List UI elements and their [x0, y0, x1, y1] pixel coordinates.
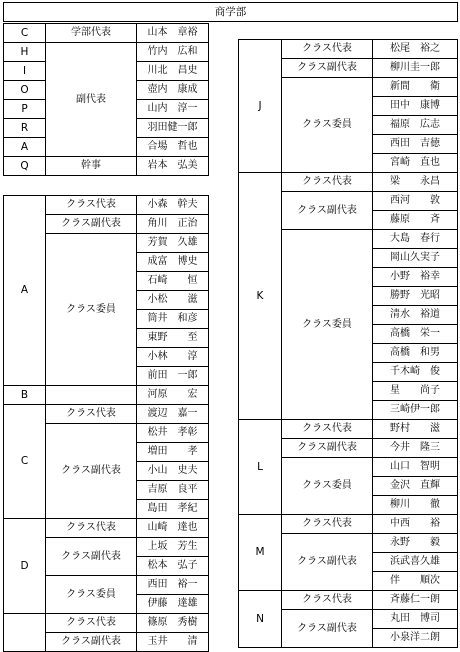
name-cell: 石崎 恒	[137, 272, 209, 291]
class-cell: P	[4, 100, 46, 119]
role-cell: クラス副代表	[282, 59, 373, 78]
class-cell: C	[4, 24, 46, 43]
class-cell: D	[4, 519, 46, 614]
executive-row	[4, 43, 209, 62]
class-cell: A	[4, 196, 46, 386]
name-cell: 小森 幹夫	[137, 196, 209, 215]
name-cell: 田中 康博	[373, 97, 458, 116]
name-cell: 伊藤 達雄	[137, 595, 209, 614]
member-row	[4, 196, 209, 215]
name-cell: 福原 広志	[373, 116, 458, 135]
role-cell: 副代表	[46, 43, 137, 157]
executive-row	[4, 157, 209, 176]
page-title: 商学部	[4, 3, 458, 22]
role-cell: クラス委員	[282, 78, 373, 173]
role-cell: クラス代表	[46, 519, 137, 538]
name-cell: 角川 正治	[137, 215, 209, 234]
role-cell: クラス副代表	[46, 538, 137, 576]
name-cell: 千木崎 俊	[373, 363, 458, 382]
name-cell: 西田 裕一	[137, 576, 209, 595]
executive-row	[4, 24, 209, 43]
name-cell: 山崎 達也	[137, 519, 209, 538]
name-cell: 新間 衛	[373, 78, 458, 97]
name-cell: 柳川 徹	[373, 496, 458, 515]
name-cell: 筒井 和彦	[137, 310, 209, 329]
role-cell: クラス代表	[282, 515, 373, 534]
name-cell: 渡辺 嘉一	[137, 405, 209, 424]
class-cell: R	[4, 119, 46, 138]
class-cell: A	[4, 138, 46, 157]
member-row	[239, 591, 458, 610]
name-cell: 星 尚子	[373, 382, 458, 401]
role-cell: クラス副代表	[282, 192, 373, 230]
name-cell: 西田 吉徳	[373, 135, 458, 154]
role-cell: クラス代表	[282, 40, 373, 59]
member-row	[239, 420, 458, 439]
class-table-left	[3, 195, 209, 652]
role-cell: クラス委員	[46, 576, 137, 614]
role-cell: クラス代表	[46, 405, 137, 424]
name-cell: 篠原 秀樹	[137, 614, 209, 633]
name-cell: 山本 章裕	[137, 24, 209, 43]
name-cell: 藤原 斉	[373, 211, 458, 230]
role-cell: 学部代表	[46, 24, 137, 43]
role-cell: クラス代表	[282, 173, 373, 192]
class-table-right	[238, 39, 458, 648]
role-cell: クラス委員	[282, 458, 373, 515]
name-cell: 三崎伊一郎	[373, 401, 458, 420]
name-cell: 島田 孝紀	[137, 500, 209, 519]
executive-table	[3, 23, 209, 176]
member-row	[4, 405, 209, 424]
name-cell: 勝野 光昭	[373, 287, 458, 306]
class-cell: H	[4, 43, 46, 62]
name-cell: 斉藤仁一朗	[373, 591, 458, 610]
name-cell: 成富 博史	[137, 253, 209, 272]
name-cell: 合場 哲也	[137, 138, 209, 157]
name-cell: 浜武喜久雄	[373, 553, 458, 572]
class-cell: I	[4, 62, 46, 81]
class-cell: N	[239, 591, 282, 648]
role-cell: クラス副代表	[46, 215, 137, 234]
role-cell: クラス副代表	[282, 534, 373, 591]
role-cell: クラス副代表	[46, 633, 137, 652]
name-cell: 宮崎 直也	[373, 154, 458, 173]
name-cell: 山口 智明	[373, 458, 458, 477]
name-cell: 竹内 広和	[137, 43, 209, 62]
name-cell: 柳川圭一郎	[373, 59, 458, 78]
name-cell: 松本 弘子	[137, 557, 209, 576]
name-cell: 小泉洋二朗	[373, 629, 458, 648]
role-cell: クラス代表	[46, 196, 137, 215]
name-cell: 松井 孝彰	[137, 424, 209, 443]
name-cell: 清水 裕道	[373, 306, 458, 325]
name-cell: 川北 昌史	[137, 62, 209, 81]
title-table	[3, 2, 458, 22]
role-cell: クラス副代表	[46, 424, 137, 519]
class-cell	[4, 614, 46, 652]
class-cell: L	[239, 420, 282, 515]
class-cell: M	[239, 515, 282, 591]
class-cell: C	[4, 405, 46, 519]
class-cell: K	[239, 173, 282, 420]
role-cell: クラス代表	[46, 614, 137, 633]
name-cell: 玉井 清	[137, 633, 209, 652]
name-cell: 河原 宏	[137, 386, 209, 405]
name-cell: 今井 隆三	[373, 439, 458, 458]
role-cell	[46, 386, 137, 405]
name-cell: 野村 滋	[373, 420, 458, 439]
member-row	[239, 515, 458, 534]
name-cell: 梁 永昌	[373, 173, 458, 192]
role-cell: クラス委員	[46, 234, 137, 386]
name-cell: 吉原 良平	[137, 481, 209, 500]
member-row	[4, 386, 209, 405]
role-cell: 幹事	[46, 157, 137, 176]
name-cell: 岡山久実子	[373, 249, 458, 268]
class-cell: J	[239, 40, 282, 173]
name-cell: 金沢 直輝	[373, 477, 458, 496]
name-cell: 小松 滋	[137, 291, 209, 310]
name-cell: 東野 至	[137, 329, 209, 348]
class-cell: B	[4, 386, 46, 405]
name-cell: 松尾 裕之	[373, 40, 458, 59]
name-cell: 永野 毅	[373, 534, 458, 553]
class-cell: O	[4, 81, 46, 100]
name-cell: 壺内 康成	[137, 81, 209, 100]
member-row	[239, 173, 458, 192]
name-cell: 丸田 博司	[373, 610, 458, 629]
role-cell: クラス代表	[282, 591, 373, 610]
name-cell: 西河 敦	[373, 192, 458, 211]
name-cell: 山内 淳一	[137, 100, 209, 119]
name-cell: 高橋 和男	[373, 344, 458, 363]
role-cell: クラス代表	[282, 420, 373, 439]
role-cell: クラス副代表	[282, 610, 373, 648]
member-row	[4, 614, 209, 633]
name-cell: 前田 一郎	[137, 367, 209, 386]
member-row	[4, 519, 209, 538]
member-row	[239, 40, 458, 59]
role-cell: クラス副代表	[282, 439, 373, 458]
name-cell: 小野 裕幸	[373, 268, 458, 287]
role-cell: クラス委員	[282, 230, 373, 420]
name-cell: 中西 裕	[373, 515, 458, 534]
name-cell: 大島 春行	[373, 230, 458, 249]
name-cell: 伴 順次	[373, 572, 458, 591]
class-cell: Q	[4, 157, 46, 176]
name-cell: 上坂 芳生	[137, 538, 209, 557]
name-cell: 増田 孝	[137, 443, 209, 462]
name-cell: 小林 淳	[137, 348, 209, 367]
name-cell: 芳賀 久雄	[137, 234, 209, 253]
name-cell: 岩本 弘美	[137, 157, 209, 176]
name-cell: 高橋 栄一	[373, 325, 458, 344]
name-cell: 小山 史夫	[137, 462, 209, 481]
name-cell: 羽田健一郎	[137, 119, 209, 138]
